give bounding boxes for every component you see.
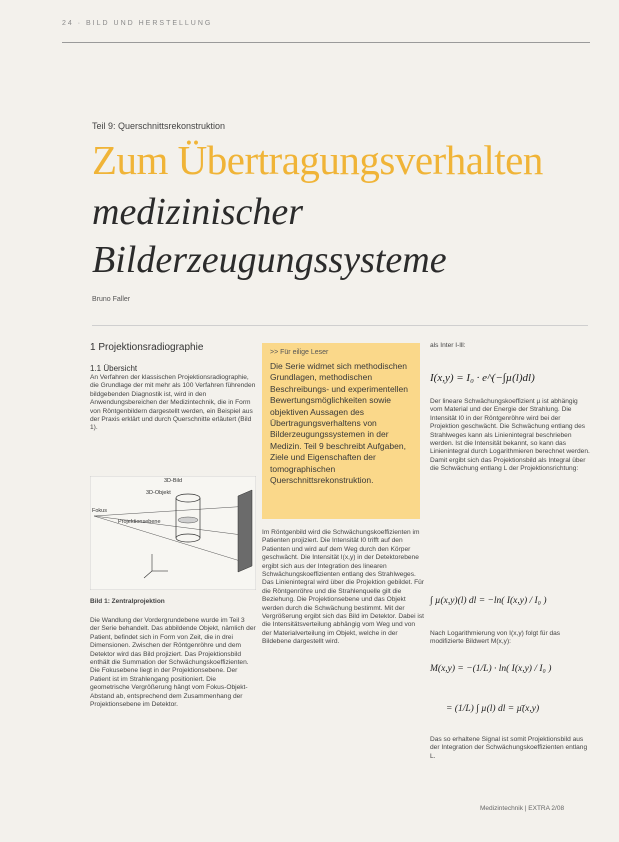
- column-3-body-c: Das so erhaltene Signal ist somit Projektionsbild aus der Integration der Schwächungskoeffizienten entlang L.: [430, 736, 588, 760]
- page-footer: Medizintechnik | EXTRA 2/08: [480, 805, 565, 812]
- column-1-intro: An Verfahren der klassischen Projektionsradiographie, die Grundlage der mit mehr als 100 Verfahren führenden bildgebenden Diagnostik ist, wird in den Anwendungsbereichen der Medizintechnik, die in Form von Röntgenbildern dargestellt werden, ein Beispiel aus der Praxis erklärt und durch Querschnitte erläutert (Bild 1).: [90, 374, 256, 432]
- article-kicker: Teil 9: Querschnittsrekonstruktion: [92, 121, 226, 131]
- section-heading: 1 Projektionsradiographie: [90, 342, 204, 353]
- header-rule: [62, 42, 590, 43]
- column-3-body-a: Der lineare Schwächungskoeffizient µ ist abhängig vom Material und der Energie der Strahlung. Die Intensität I0 in der Röntgenröhre wird bei der Projektion geschwächt. Die Schwächung entlang des Strahlweges kann als Linienintegral beschrieben werden. Ist die Intensität bekannt, so kann das Linienintegral durch Logarithmieren berechnet werden. Damit ergibt sich das Projektionsbild als Integral über die Schwächung entlang L der Projektionsrichtung:: [430, 398, 590, 473]
- figure-caption: Bild 1: Zentralprojektion: [90, 598, 165, 605]
- label-3d-bild: 3D-Bild: [164, 478, 183, 484]
- quick-reader-text: Die Serie widmet sich methodischen Grundlagen, methodischen Beschreibungs- und experimentellen Bewertungsmöglichkeiten sowie objektiven Aussagen des Übertragungsverhaltens von Bilderzeugungssystemen in der Medizin. Teil 9 beschreibt Aufgaben, Ziele und Eigenschaften der tomographischen Querschnittsrekonstruktion.: [270, 361, 408, 486]
- column-3-intro: als Inter I-lll:: [430, 342, 466, 349]
- column-1-body: Die Wandlung der Vordergrundebene wurde im Teil 3 der Serie behandelt. Das abbildende Objekt, nämlich der Patient, befindet sich in Form von Zeit, die in drei Dimensionen. Zwischen der Röntgenröhre und dem Detektor wird das Bild projiziert. Das Projektionsbild enthält die Summation der Schwächungskoeffizienten. Die Fokusebene liegt in der Projektionsebene. Der Patient ist im Strahlengang positioniert. Die geometrische Vergrößerung hängt vom Fokus-Objekt-Abstand ab, entsprechend dem Zusammenhang der Projektionsebene im Detektor.: [90, 617, 256, 709]
- formula-line-integral: ∫ µ(x,y)(l) dl = −ln( I(x,y) / I₀ ): [430, 596, 547, 606]
- column-3-body-b: Nach Logarithmierung von I(x,y) folgt für das modifizierte Bildwert M(x,y):: [430, 630, 561, 646]
- formula-modified-value: M(x,y) = −(1/L) · ln( I(x,y) / I₀ ): [430, 664, 552, 674]
- title-line-3: Bilderzeugungssysteme: [92, 239, 447, 281]
- running-head: 24 · BILD UND HERSTELLUNG: [62, 20, 213, 27]
- figure-central-projection: [90, 476, 256, 590]
- label-projektionsebene: Projektionsebene: [118, 519, 161, 525]
- subsection-heading: 1.1 Übersicht: [90, 364, 138, 373]
- label-3d-objekt: 3D-Objekt: [146, 490, 171, 496]
- formula-intensity: I(x,y) = I₀ · e^(−∫µ(l)dl): [430, 372, 535, 384]
- quick-reader-box: [262, 343, 420, 519]
- title-line-1: Zum Übertragungsverhalten: [92, 137, 543, 183]
- formula-mean-attenuation: = (1/L) ∫ µ(l) dl = µ̄(x,y): [446, 704, 540, 714]
- column-2-body: Im Röntgenbild wird die Schwächungskoeffizienten im Patienten projiziert. Die Intensität I0 trifft auf den Patienten und wird auf dem Weg durch den Körper geschwächt. Die Intensität I(x,y) in der Detektorebene ergibt sich aus der Integration des linearen Schwächungskoeffizienten entlang des Strahlweges. Das Linienintegral wird über die Projektion gebildet. Für die Röntgenröhre und die Strahlenquelle gilt die Beziehung. Die Projektionsebene und das Objekt werden durch die Schwächung bestimmt. Mit der Vergrößerung ergibt sich das Bild im Detektor. Dabei ist die Intensitätsverteilung abhängig vom Weg und von der Materialverteilung im Objekt, welche in der Bildebene dargestellt wird.: [262, 529, 425, 646]
- quick-reader-heading: >> Für eilige Leser: [270, 349, 329, 356]
- label-fokus: Fokus: [92, 508, 107, 514]
- section-rule: [92, 325, 588, 326]
- author: Bruno Faller: [92, 296, 131, 303]
- title-line-2: medizinischer: [92, 191, 304, 233]
